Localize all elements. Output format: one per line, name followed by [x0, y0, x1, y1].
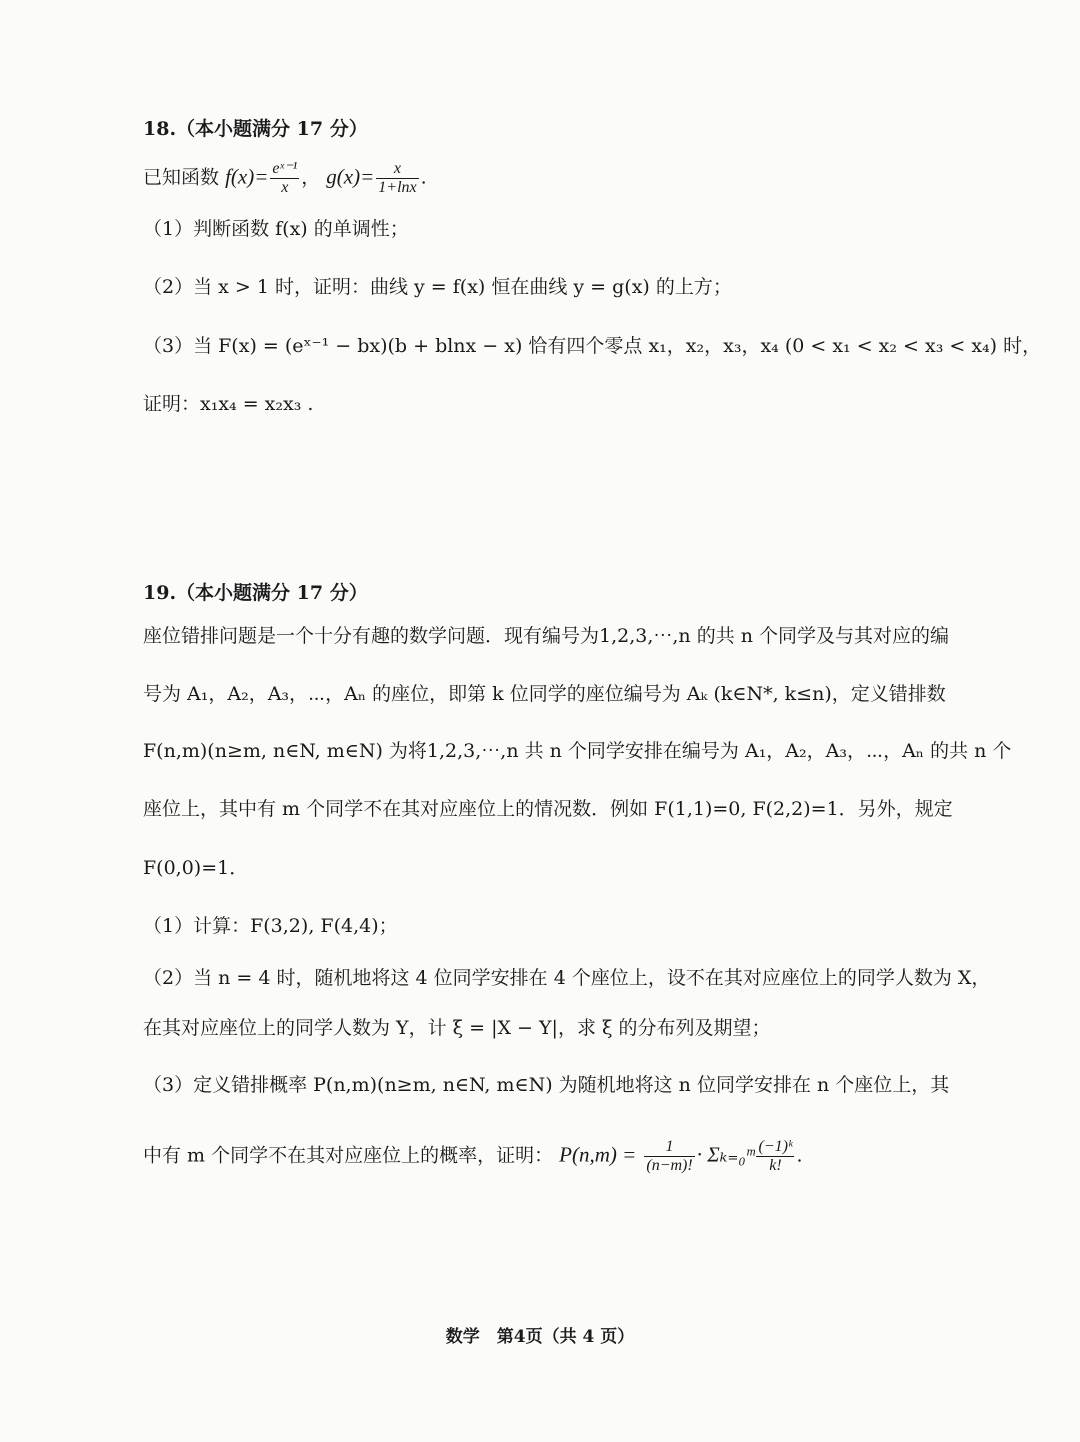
q19-part1: （1）计算：F(3,2), F(4,4)； — [143, 915, 398, 937]
q18-g-numerator: x — [393, 160, 401, 177]
q18-f-fraction — [270, 160, 299, 197]
q19-p-sum: · Σₖ₌₀ᵐ — [696, 1142, 755, 1167]
q19-line-1: 座位错排问题是一个十分有趣的数学问题．现有编号为1,2,3,⋯,n 的共 n 个同学及与其对应的编 — [143, 625, 950, 647]
q19-header: 19.（本小题满分 17 分） — [143, 582, 368, 604]
q19-p-fraction-2-den: k! — [756, 1156, 794, 1175]
q18-intro — [143, 160, 427, 197]
q18-header: 18.（本小题满分 17 分） — [143, 118, 368, 140]
q18-part2: （2）当 x > 1 时，证明：曲线 y = f(x) 恒在曲线 y = g(x) 的上方； — [143, 276, 732, 298]
q18-f-lhs: f(x)= — [225, 164, 269, 189]
q19-part3-b — [143, 1138, 802, 1175]
q19-line-5: F(0,0)=1． — [143, 857, 249, 879]
q19-p-end: . — [796, 1144, 803, 1167]
q18-part3-proof: 证明：x₁x₄ = x₂x₃ . — [143, 393, 314, 415]
q18-sep: ， — [301, 166, 321, 189]
q18-g-fraction — [376, 160, 418, 197]
q18-intro-prefix: 已知函数 — [143, 166, 220, 189]
q19-p-fraction-1-den: (n−m)! — [646, 1157, 693, 1174]
q19-part3-b-text: 中有 m 个同学不在其对应座位上的概率，证明： — [143, 1144, 554, 1167]
q19-line-3: F(n,m)(n≥m, n∈N, m∈N) 为将1,2,3,⋯,n 共 n 个同学安排在编号为 A₁，A₂，A₃，⋯，Aₙ 的共 n 个 — [143, 740, 1012, 762]
q19-part2-a: （2）当 n = 4 时，随机地将这 4 位同学安排在 4 个座位上，设不在其对应座位上的同学人数为 X， — [143, 967, 991, 989]
q18-part1: （1）判断函数 f(x) 的单调性； — [143, 218, 409, 240]
q18-part3: （3）当 F(x) = (eˣ⁻¹ − bx)(b + blnx − x) 恰有四个零点 x₁，x₂，x₃，x₄ (0 < x₁ < x₂ < x₃ < x₄) 时， — [143, 335, 1042, 357]
q19-p-fraction-2 — [756, 1138, 794, 1175]
q19-p-fraction-2-num: (−1)ᵏ — [758, 1138, 793, 1155]
q18-g-denominator: 1+lnx — [378, 179, 417, 196]
q19-part3-a: （3）定义错排概率 P(n,m)(n≥m, n∈N, m∈N) 为随机地将这 n 位同学安排在 n 个座位上，其 — [143, 1074, 950, 1096]
q19-p-fraction-1 — [644, 1138, 694, 1175]
q19-line-2: 号为 A₁，A₂，A₃，⋯，Aₙ 的座位，即第 k 位同学的座位编号为 Aₖ (k∈N*, k≤n)，定义错排数 — [143, 683, 946, 705]
q18-g-lhs: g(x)= — [326, 164, 375, 189]
page-footer: 数学 第4页（共 4 页） — [445, 1327, 635, 1347]
q18-f-denominator: x — [270, 178, 299, 197]
q19-p-fraction-1-num: 1 — [665, 1138, 674, 1155]
q19-line-4: 座位上，其中有 m 个同学不在其对应座位上的情况数．例如 F(1,1)=0, F(2,2)=1．另外，规定 — [143, 798, 953, 820]
q19-part2-b: 在其对应座位上的同学人数为 Y，计 ξ = |X − Y|，求 ξ 的分布列及期望； — [143, 1017, 771, 1039]
q18-f-numerator: eˣ⁻¹ — [272, 160, 298, 177]
q19-p-lhs: P(n,m) = — [559, 1142, 637, 1167]
q18-intro-end: . — [420, 166, 427, 189]
